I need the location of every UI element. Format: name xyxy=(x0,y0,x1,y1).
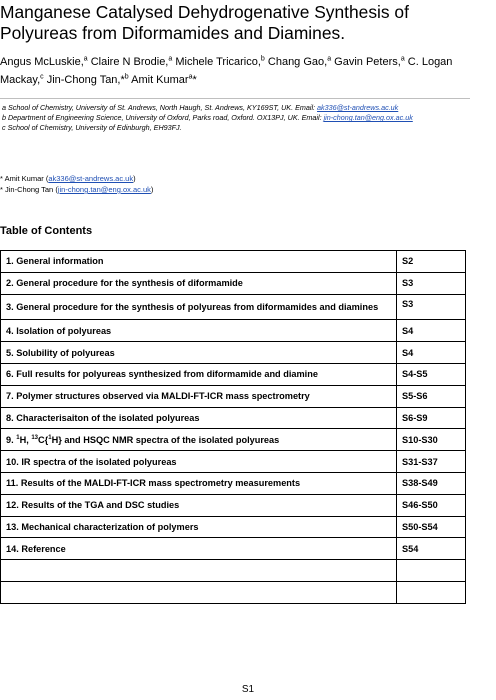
toc-topic: 10. IR spectra of the isolated polyureas xyxy=(1,451,397,473)
toc-row xyxy=(1,320,466,342)
author-list xyxy=(0,54,490,89)
email-link-a[interactable]: ak336@st-andrews.ac.uk xyxy=(317,103,399,112)
toc-row xyxy=(1,451,466,473)
toc-nmr-sup: 1 xyxy=(16,434,20,441)
author: Claire N Brodie, xyxy=(87,56,169,68)
toc-row xyxy=(1,407,466,429)
toc-pages: S31-S37 xyxy=(397,451,466,473)
toc-topic: 4. Isolation of polyureas xyxy=(1,320,397,342)
affiliation-b xyxy=(2,113,442,123)
affil-marker: b xyxy=(260,55,265,63)
toc-topic: 14. Reference xyxy=(1,538,397,560)
toc-topic: 3. General procedure for the synthesis of polyureas from diformamides and diamines xyxy=(1,294,397,320)
corr-1-suffix: ) xyxy=(133,174,136,183)
email-link-b[interactable]: jin-chong.tan@eng.ox.ac.uk xyxy=(323,113,413,122)
toc-table xyxy=(0,250,466,604)
toc-topic xyxy=(1,560,397,582)
toc-pages: S4 xyxy=(397,342,466,364)
toc-topic: 7. Polymer structures observed via MALDI-FT-ICR mass spectrometry xyxy=(1,385,397,407)
toc-pages xyxy=(397,560,466,582)
author: Chang Gao, xyxy=(264,56,328,68)
affil-marker: a xyxy=(168,55,173,63)
toc-row xyxy=(1,272,466,294)
toc-nmr-part: H, xyxy=(19,434,32,445)
corr-2-prefix: * Jin-Chong Tan ( xyxy=(0,185,58,194)
toc-nmr-sup: 13 xyxy=(31,434,38,441)
toc-heading: Table of Contents xyxy=(0,225,93,237)
toc-nmr-sup: 1 xyxy=(48,434,52,441)
author: Angus McLuskie, xyxy=(0,56,84,68)
toc-topic: 13. Mechanical characterization of polymers xyxy=(1,516,397,538)
toc-topic xyxy=(1,581,397,603)
toc-pages: S4 xyxy=(397,320,466,342)
affil-marker: c xyxy=(40,72,44,80)
divider xyxy=(0,98,470,99)
toc-pages: S4-S5 xyxy=(397,363,466,385)
toc-pages: S38-S49 xyxy=(397,472,466,494)
affil-marker: b xyxy=(124,72,129,80)
author: C. Logan Mackay, xyxy=(0,56,453,86)
toc-row xyxy=(1,472,466,494)
toc-topic: 11. Results of the MALDI-FT-ICR mass spectrometry measurements xyxy=(1,472,397,494)
toc-row xyxy=(1,251,466,273)
toc-pages: S10-S30 xyxy=(397,429,466,451)
toc-topic: 1. General information xyxy=(1,251,397,273)
author-asterisk: * xyxy=(192,73,197,86)
corresponding-author-1 xyxy=(0,173,440,184)
toc-topic-nmr xyxy=(1,429,397,451)
affil-marker: a xyxy=(83,55,88,63)
corresponding-authors xyxy=(0,173,440,195)
toc-topic: 12. Results of the TGA and DSC studies xyxy=(1,494,397,516)
toc-pages xyxy=(397,581,466,603)
affiliation-c: c School of Chemistry, University of Edinburgh, EH93FJ. xyxy=(2,123,182,132)
affiliation-a-text: a School of Chemistry, University of St. Andrews, North Haugh, St. Andrews, KY169ST, UK. Email: xyxy=(2,103,318,112)
toc-row xyxy=(1,342,466,364)
toc-row xyxy=(1,363,466,385)
toc-pages: S5-S6 xyxy=(397,385,466,407)
paper-title: Manganese Catalysed Dehydrogenative Synthesis of Polyureas from Diformamides and Diamines. xyxy=(0,2,409,43)
affiliations xyxy=(2,103,442,133)
toc-nmr-part: H} and HSQC NMR spectra of the isolated polyureas xyxy=(51,434,280,445)
corr-2-suffix: ) xyxy=(150,185,154,194)
toc-row xyxy=(1,538,466,560)
toc-pages: S3 xyxy=(397,272,466,294)
toc-row-empty xyxy=(1,560,466,582)
toc-pages: S3 xyxy=(397,294,466,320)
affil-marker: a xyxy=(188,72,193,80)
toc-topic: 8. Characterisaiton of the isolated polyureas xyxy=(1,407,397,429)
toc-nmr-part: 9. xyxy=(6,434,17,445)
author: Jin-Chong Tan,* xyxy=(43,73,125,86)
toc-pages: S6-S9 xyxy=(397,407,466,429)
toc-topic: 6. Full results for polyureas synthesized from diformamide and diamine xyxy=(1,363,397,385)
corresponding-author-2 xyxy=(0,184,440,195)
toc-pages: S50-S54 xyxy=(397,516,466,538)
toc-row xyxy=(1,294,466,320)
toc-row xyxy=(1,385,466,407)
toc-topic: 5. Solubility of polyureas xyxy=(1,342,397,364)
affil-marker: a xyxy=(400,55,405,63)
page-number: S1 xyxy=(241,684,255,695)
toc-row xyxy=(1,494,466,516)
affil-marker: a xyxy=(327,55,332,63)
corr-1-prefix: * Amit Kumar ( xyxy=(0,174,49,183)
toc-nmr-part: C{ xyxy=(38,434,49,445)
toc-row-empty xyxy=(1,581,466,603)
author: Amit Kumar xyxy=(128,73,189,86)
toc-topic: 2. General procedure for the synthesis of diformamide xyxy=(1,272,397,294)
toc-row xyxy=(1,429,466,451)
author: Michele Tricarico, xyxy=(172,56,261,68)
toc-pages: S46-S50 xyxy=(397,494,466,516)
toc-pages: S2 xyxy=(397,251,466,273)
toc-pages: S54 xyxy=(397,538,466,560)
corr-1-email-link[interactable]: ak336@st-andrews.ac.uk xyxy=(48,174,134,183)
corr-2-email-link[interactable]: jin-chong.tan@eng.ox.ac.uk xyxy=(57,185,151,194)
toc-row xyxy=(1,516,466,538)
affiliation-b-text: b Department of Engineering Science, University of Oxford, Parks road, Oxford. OX13PJ, UK. Email: xyxy=(2,113,324,122)
affiliation-a xyxy=(2,103,442,113)
author: Gavin Peters, xyxy=(331,56,401,68)
